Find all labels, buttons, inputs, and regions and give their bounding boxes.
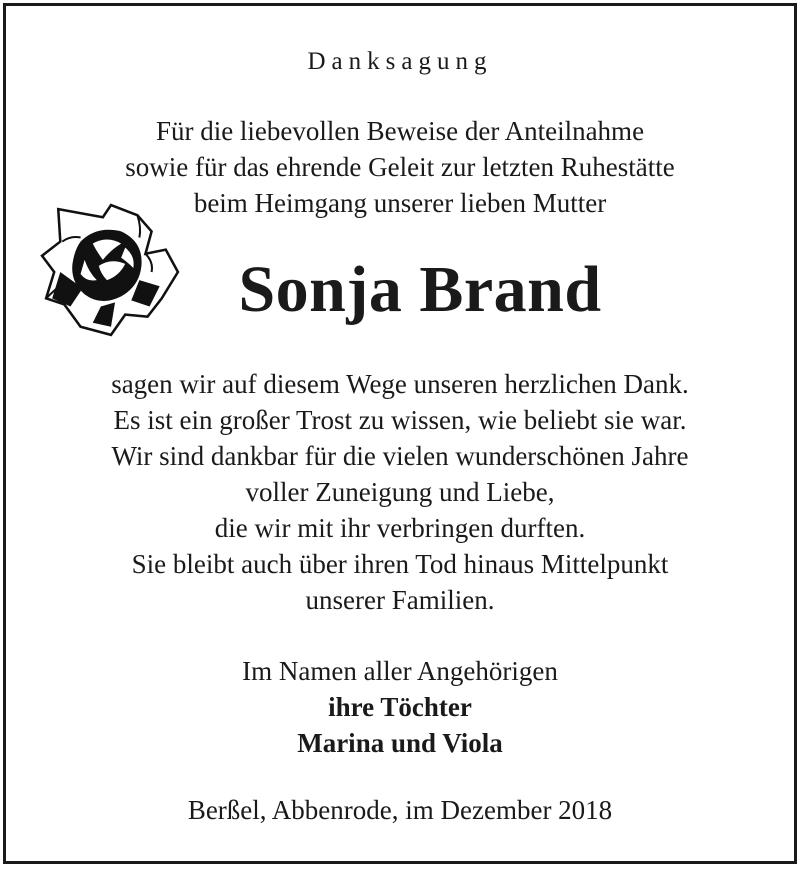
place-date: Berßel, Abbenrode, im Dezember 2018 [187, 795, 613, 825]
signature-line-3: Marina und Viola [297, 728, 503, 758]
body-line-5: die wir mit ihr verbringen durften. [214, 513, 586, 543]
intro-line-2: sowie für das ehrende Geleit zur letzten Ruhestätte [125, 152, 675, 182]
notice-heading: Danksagung [307, 48, 493, 75]
intro-line-1: Für die liebevollen Beweise der Anteilnahme [155, 116, 645, 146]
body-line-1: sagen wir auf diesem Wege unseren herzlichen Dank. [111, 369, 689, 399]
body-line-6: Sie bleibt auch über ihren Tod hinaus Mittelpunkt [131, 549, 669, 579]
body-line-7: unserer Familien. [305, 585, 495, 615]
notice-frame [3, 3, 797, 864]
signature-line-1: Im Namen aller Angehörigen [242, 656, 558, 686]
deceased-name: Sonja Brand [238, 253, 602, 326]
body-line-2: Es ist ein großer Trost zu wissen, wie beliebt sie war. [113, 405, 687, 435]
signature-line-2: ihre Töchter [328, 692, 472, 722]
body-line-3: Wir sind dankbar für die vielen wunderschönen Jahre [111, 441, 689, 471]
body-line-4: voller Zuneigung und Liebe, [245, 477, 555, 507]
intro-line-3: beim Heimgang unserer lieben Mutter [193, 188, 607, 218]
